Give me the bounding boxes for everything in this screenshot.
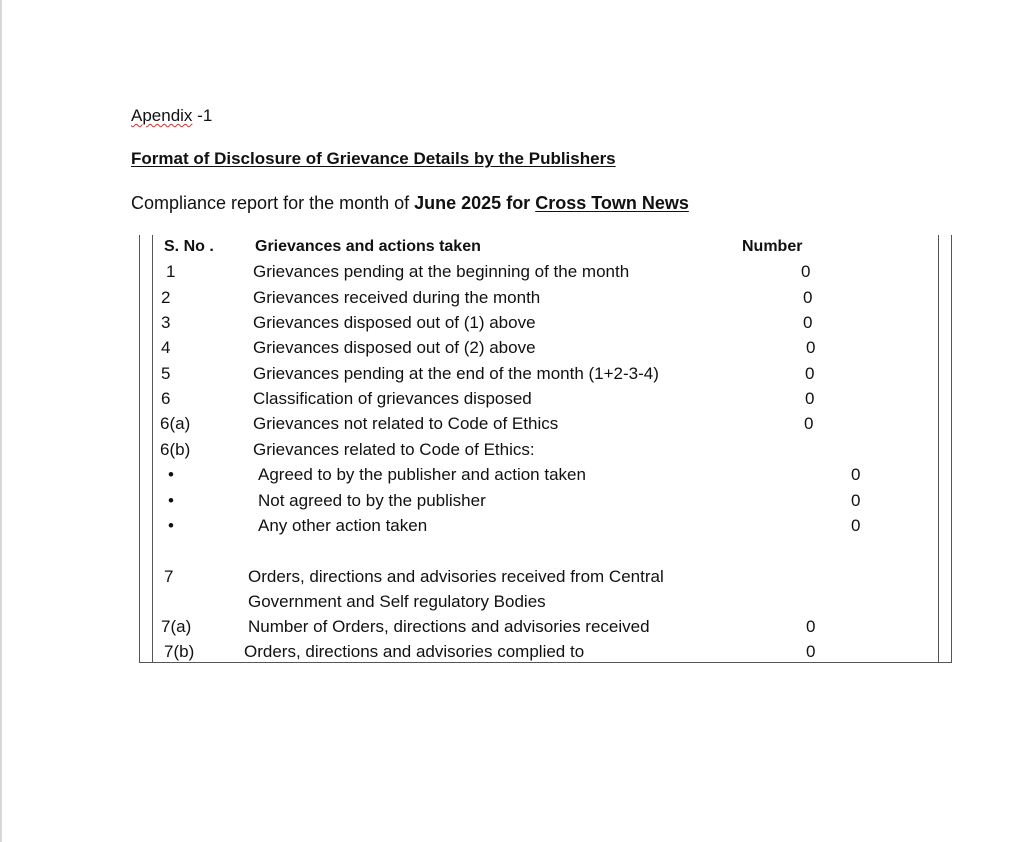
bullet-text: Any other action taken xyxy=(258,516,428,535)
right-border-inner xyxy=(938,235,939,663)
bullet-value: 0 xyxy=(851,516,861,535)
appendix-suffix: -1 xyxy=(192,106,213,125)
header-number: Number xyxy=(742,238,803,255)
row-sno: 1 xyxy=(166,262,176,281)
bullet-marker: • xyxy=(168,491,174,510)
row-text: Grievances pending at the end of the month (1+2-3-4) xyxy=(253,364,659,383)
row-sno: 6(a) xyxy=(160,414,191,433)
row-value: 0 xyxy=(805,364,815,383)
row-sno: 3 xyxy=(161,313,171,332)
row-sno: 2 xyxy=(161,288,171,307)
page-edge xyxy=(0,0,2,842)
bottom-border xyxy=(139,662,952,663)
compliance-line xyxy=(131,193,689,213)
header-sno: S. No . xyxy=(164,238,214,255)
compliance-prefix: Compliance report for the month of xyxy=(131,193,415,213)
row-sno: 5 xyxy=(161,364,171,383)
row-value: 0 xyxy=(803,313,813,332)
row-value: 0 xyxy=(801,262,811,281)
section7-sno: 7 xyxy=(164,567,174,586)
bullet-marker: • xyxy=(168,465,174,484)
row-sno: 7(b) xyxy=(164,642,195,661)
row-text: Grievances related to Code of Ethics: xyxy=(253,440,535,459)
row-text: Orders, directions and advisories complied to xyxy=(244,642,585,661)
bullet-value: 0 xyxy=(851,465,861,484)
bullet-text: Agreed to by the publisher and action taken xyxy=(258,465,586,484)
left-border-outer xyxy=(139,235,140,663)
left-border-inner xyxy=(152,235,153,663)
row-text: Number of Orders, directions and advisories received xyxy=(248,617,650,636)
row-text: Grievances disposed out of (2) above xyxy=(253,338,536,357)
section7-line1: Orders, directions and advisories received from Central xyxy=(248,567,664,586)
row-sno: 6 xyxy=(161,389,171,408)
document-heading: Format of Disclosure of Grievance Details by the Publishers xyxy=(131,149,616,168)
row-text: Grievances not related to Code of Ethics xyxy=(253,414,559,433)
appendix-label xyxy=(131,106,212,126)
row-text: Classification of grievances disposed xyxy=(253,389,532,408)
row-sno: 4 xyxy=(161,338,171,357)
section7-line2: Government and Self regulatory Bodies xyxy=(248,592,546,611)
bullet-value: 0 xyxy=(851,491,861,510)
row-value: 0 xyxy=(804,414,814,433)
right-border-outer xyxy=(951,235,952,663)
row-sno: 6(b) xyxy=(160,440,191,459)
bullet-marker: • xyxy=(168,516,174,535)
row-value: 0 xyxy=(803,288,813,307)
row-sno: 7(a) xyxy=(161,617,192,636)
row-value: 0 xyxy=(806,617,816,636)
row-value: 0 xyxy=(805,389,815,408)
row-text: Grievances pending at the beginning of the month xyxy=(253,262,630,281)
row-value: 0 xyxy=(806,338,816,357)
header-grievances: Grievances and actions taken xyxy=(255,238,481,255)
report-month: June 2025 for xyxy=(414,193,536,213)
bullet-text: Not agreed to by the publisher xyxy=(258,491,486,510)
row-value: 0 xyxy=(806,642,816,661)
appendix-word: Apendix xyxy=(131,106,193,125)
row-text: Grievances received during the month xyxy=(253,288,541,307)
row-text: Grievances disposed out of (1) above xyxy=(253,313,536,332)
publisher-name: Cross Town News xyxy=(535,193,689,213)
